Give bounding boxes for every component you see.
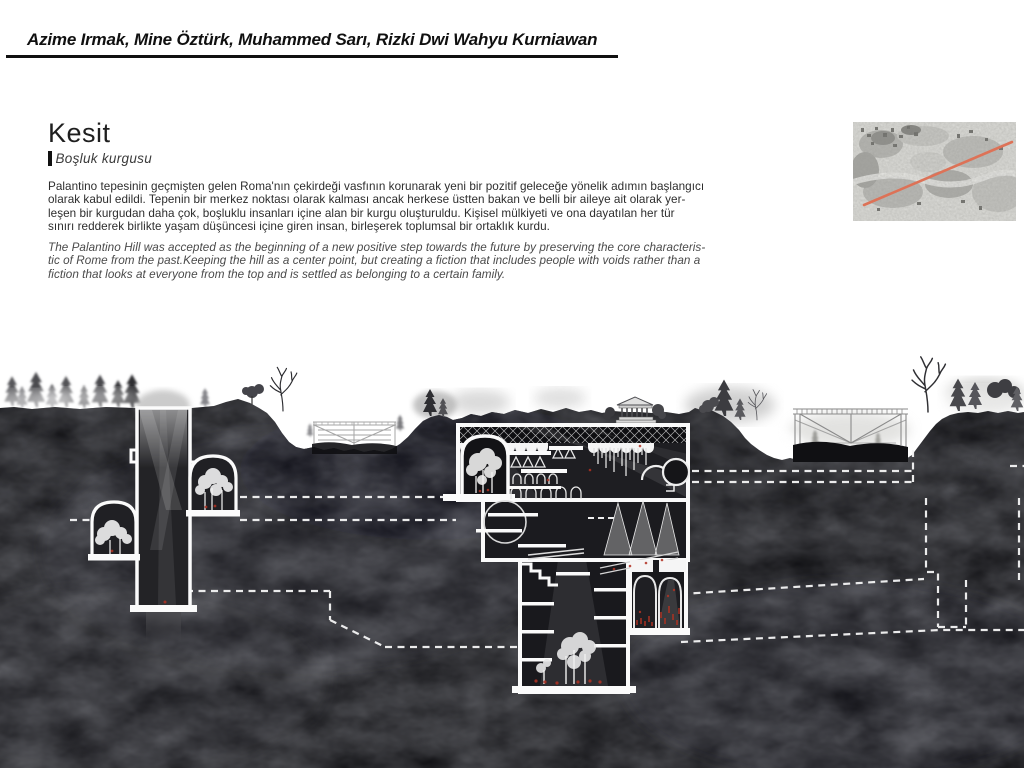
authors-line: Azime Irmak, Mine Öztürk, Muhammed Sarı, Rizki Dwi Wahyu Kurniawan	[27, 30, 598, 49]
intro-paragraph-turkish	[48, 180, 704, 234]
site-map-thumbnail	[853, 122, 1016, 221]
frame-pavilion	[312, 422, 397, 454]
text-line: leşen bir kurgudan daha çok, boşluklu insanları içine alan bir kurgu oluşturuldu. Kişisel mülkiyeti ve ona dayatılan her tür	[48, 206, 675, 220]
subtitle-text: Boşluk kurgusu	[55, 151, 152, 166]
map-figure-ground	[853, 122, 1016, 221]
text-line: fiction that looks at everyone from the top and is settled as belonging to a certain family.	[48, 267, 506, 281]
intro-paragraph-english	[48, 241, 705, 281]
temple-icon	[616, 397, 656, 423]
text-line: The Palantino Hill was accepted as the beginning of a new positive step towards the future by preserving the core characteris-	[48, 241, 706, 254]
page-subtitle	[48, 151, 152, 166]
text-line: Palantino tepesinin geçmişten gelen Roma'nın çekirdeği vasfının korunarak yeni bir pozitif geleceğe yönelik adımın başlangıcı	[48, 180, 705, 193]
page-title: Kesit	[48, 118, 111, 148]
text-line: tic of Rome from the past.Keeping the hill as a center point, but creating a fiction that includes people with voids rather than a	[48, 254, 701, 268]
section-drawing	[0, 350, 1024, 768]
subtitle-bar-icon	[48, 151, 52, 166]
text-line: sınırı redderek birlikte yaşam düşüncesi içine giren insan, birleşerek toplumsal bir ortaklık kurdu.	[48, 220, 550, 234]
header-rule	[6, 55, 618, 58]
text-line: olarak kabul edildi. Tepenin bir merkez noktası olarak kalması ancak herkese üstten bakan ve belli bir aileye ait olarak yer-	[48, 193, 686, 207]
